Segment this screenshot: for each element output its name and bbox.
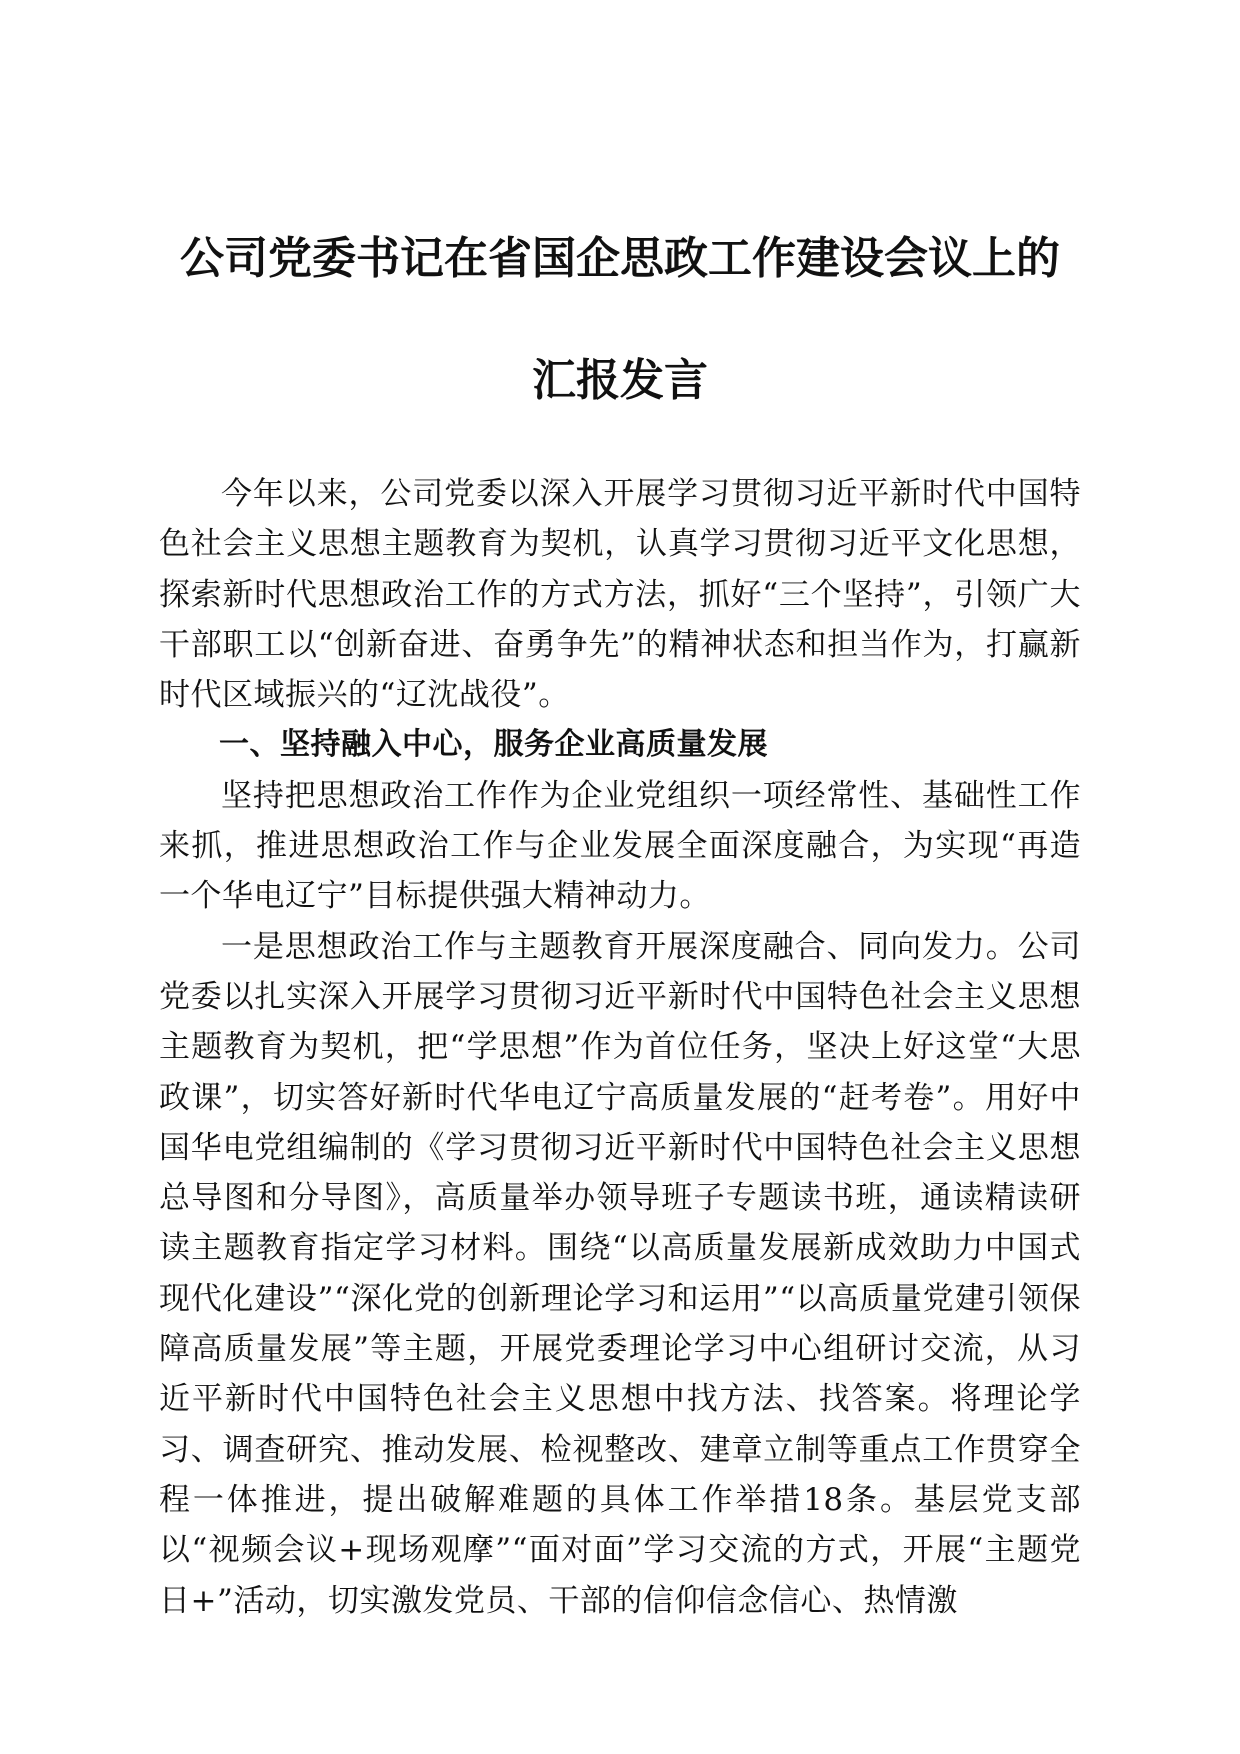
section-paragraph: 坚持把思想政治工作作为企业党组织一项经常性、基础性工作来抓，推进思想政治工作与企业发展全面深度融合，为实现“再造一个华电辽宁”目标提供强大精神动力。	[159, 777, 1081, 915]
document-body	[159, 469, 1081, 1626]
document-title-line-1: 公司党委书记在省国企思政工作建设会议上的	[180, 233, 1060, 284]
section-paragraph-detail: 一是思想政治工作与主题教育开展深度融合、同向发力。公司党委以扎实深入开展学习贯彻习近平新时代中国特色社会主义思想主题教育为契机，把“学思想”作为首位任务，坚决上好这堂“大思政课”，切实答好新时代华电辽宁高质量发展的“赶考卷”。用好中国华电党组编制的《学习贯彻习近平新时代中国特色社会主义思想总导图和分导图》，高质量举办领导班子专题读书班，通读精读研读主题教育指定学习材料。围绕“以高质量发展新成效助力中国式现代化建设”“深化党的创新理论学习和运用”“以高质量党建引领保障高质量发展”等主题，开展党委理论学习中心组研讨交流，从习近平新时代中国特色社会主义思想中找方法、找答案。将理论学习、调查研究、推动发展、检视整改、建章立制等重点工作贯穿全程一体推进，提出破解难题的具体工作举措18条。基层党支部以“视频会议+现场观摩”“面对面”学习交流的方式，开展“主题党日+”活动，切实激发党员、干部的信仰信念信心、热情激	[159, 928, 1081, 1619]
section-heading: 一、坚持融入中心，服务企业高质量发展	[219, 727, 768, 763]
document-title-line-2: 汇报发言	[532, 355, 708, 406]
intro-paragraph: 今年以来，公司党委以深入开展学习贯彻习近平新时代中国特色社会主义思想主题教育为契机，认真学习贯彻习近平文化思想，探索新时代思想政治工作的方式方法，抓好“三个坚持”，引领广大干部职工以“创新奋进、奋勇争先”的精神状态和担当作为，打赢新时代区域振兴的“辽沈战役”。	[159, 476, 1081, 714]
